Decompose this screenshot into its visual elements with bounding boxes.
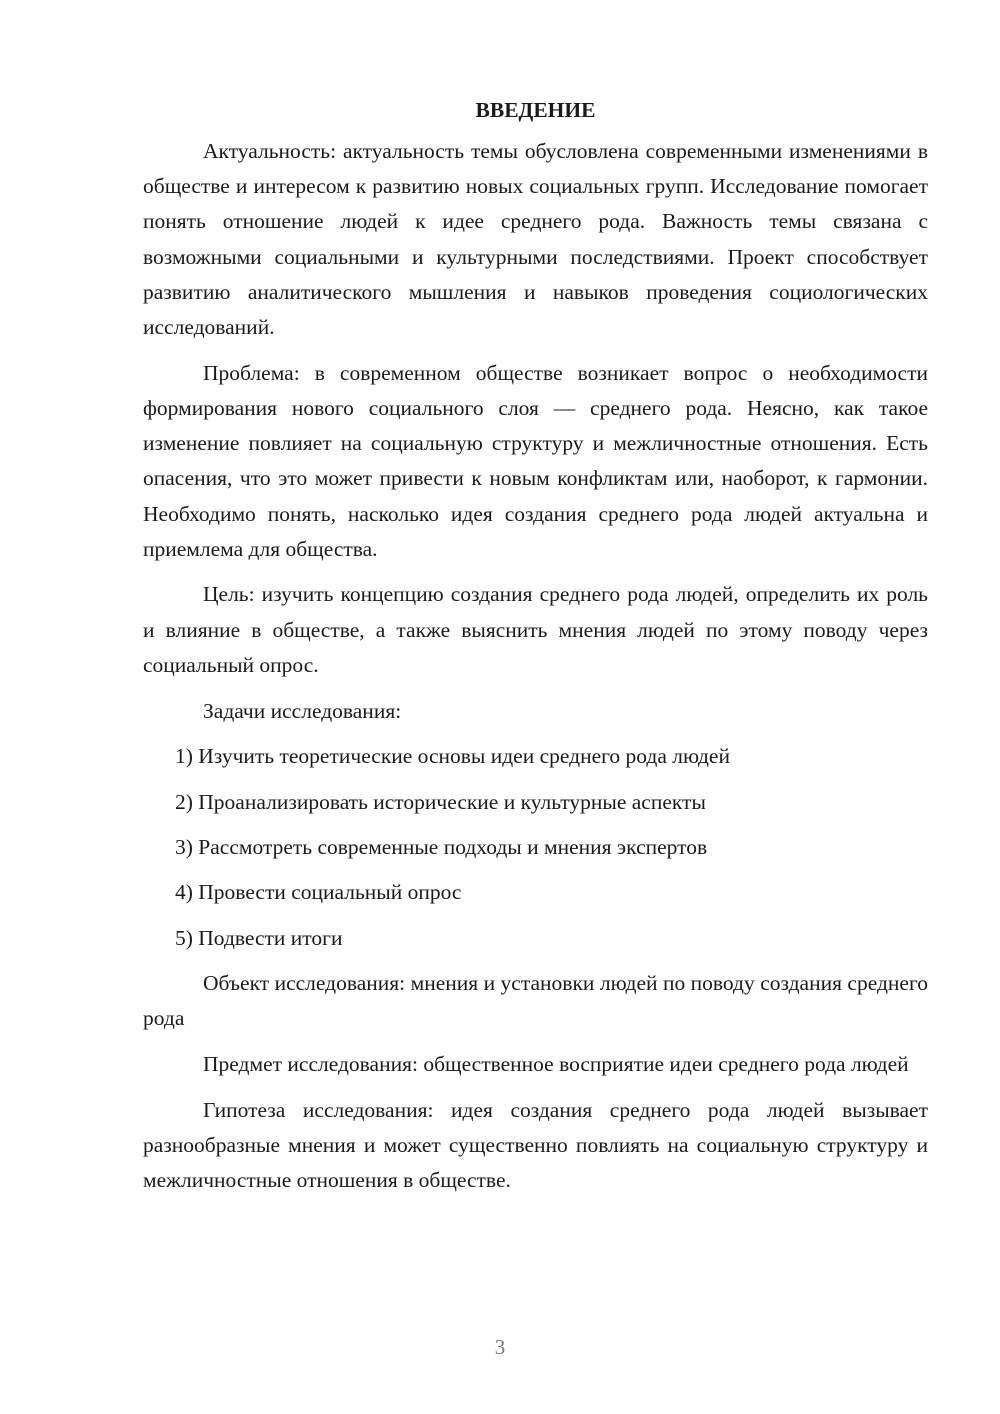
task-item-4: 4) Провести социальный опрос <box>175 880 462 905</box>
subject-paragraph: Предмет исследования: общественное восприятие идеи среднего рода людей <box>203 1052 909 1077</box>
tasks-list <box>143 739 928 956</box>
task-item-1: 1) Изучить теоретические основы идеи среднего рода людей <box>175 744 730 769</box>
task-item-3: 3) Рассмотреть современные подходы и мнения экспертов <box>175 835 708 860</box>
page-number: 3 <box>494 1335 506 1359</box>
goal-paragraph: Цель: изучить концепцию создания среднего рода людей, определить их роль и влияние в обществе, а также выяснить мнения людей по этому поводу через социальный опрос. <box>143 582 928 677</box>
tasks-heading: Задачи исследования: <box>203 698 402 723</box>
object-paragraph: Объект исследования: мнения и установки людей по поводу создания среднего рода <box>143 971 928 1031</box>
relevance-paragraph: Актуальность: актуальность темы обусловлена современными изменениями в обществе и интересом к развитию новых социальных групп. Исследование помогает понять отношение людей к идее среднего рода. Важность темы связана с возможными социальными и культурными последствиями. Проект способствует развитию аналитического мышления и навыков проведения социологических исследований. <box>143 139 928 340</box>
problem-paragraph: Проблема: в современном обществе возникает вопрос о необходимости формирования нового социального слоя — среднего рода. Неясно, как такое изменение повлияет на социальную структуру и межличностные отношения. Есть опасения, что это может привести к новым конфликтам или, наоборот, к гармонии. Необходимо понять, насколько идея создания среднего рода людей актуальна и приемлема для общества. <box>143 360 928 561</box>
section-title: ВВЕДЕНИЕ <box>475 98 596 122</box>
document-page <box>143 93 928 1209</box>
hypothesis-paragraph: Гипотеза исследования: идея создания среднего рода людей вызывает разнообразные мнения и может существенно повлиять на социальную структуру и межличностные отношения в обществе. <box>143 1097 928 1193</box>
task-item-2: 2) Проанализировать исторические и культурные аспекты <box>175 789 706 814</box>
task-item-5: 5) Подвести итоги <box>175 925 343 950</box>
